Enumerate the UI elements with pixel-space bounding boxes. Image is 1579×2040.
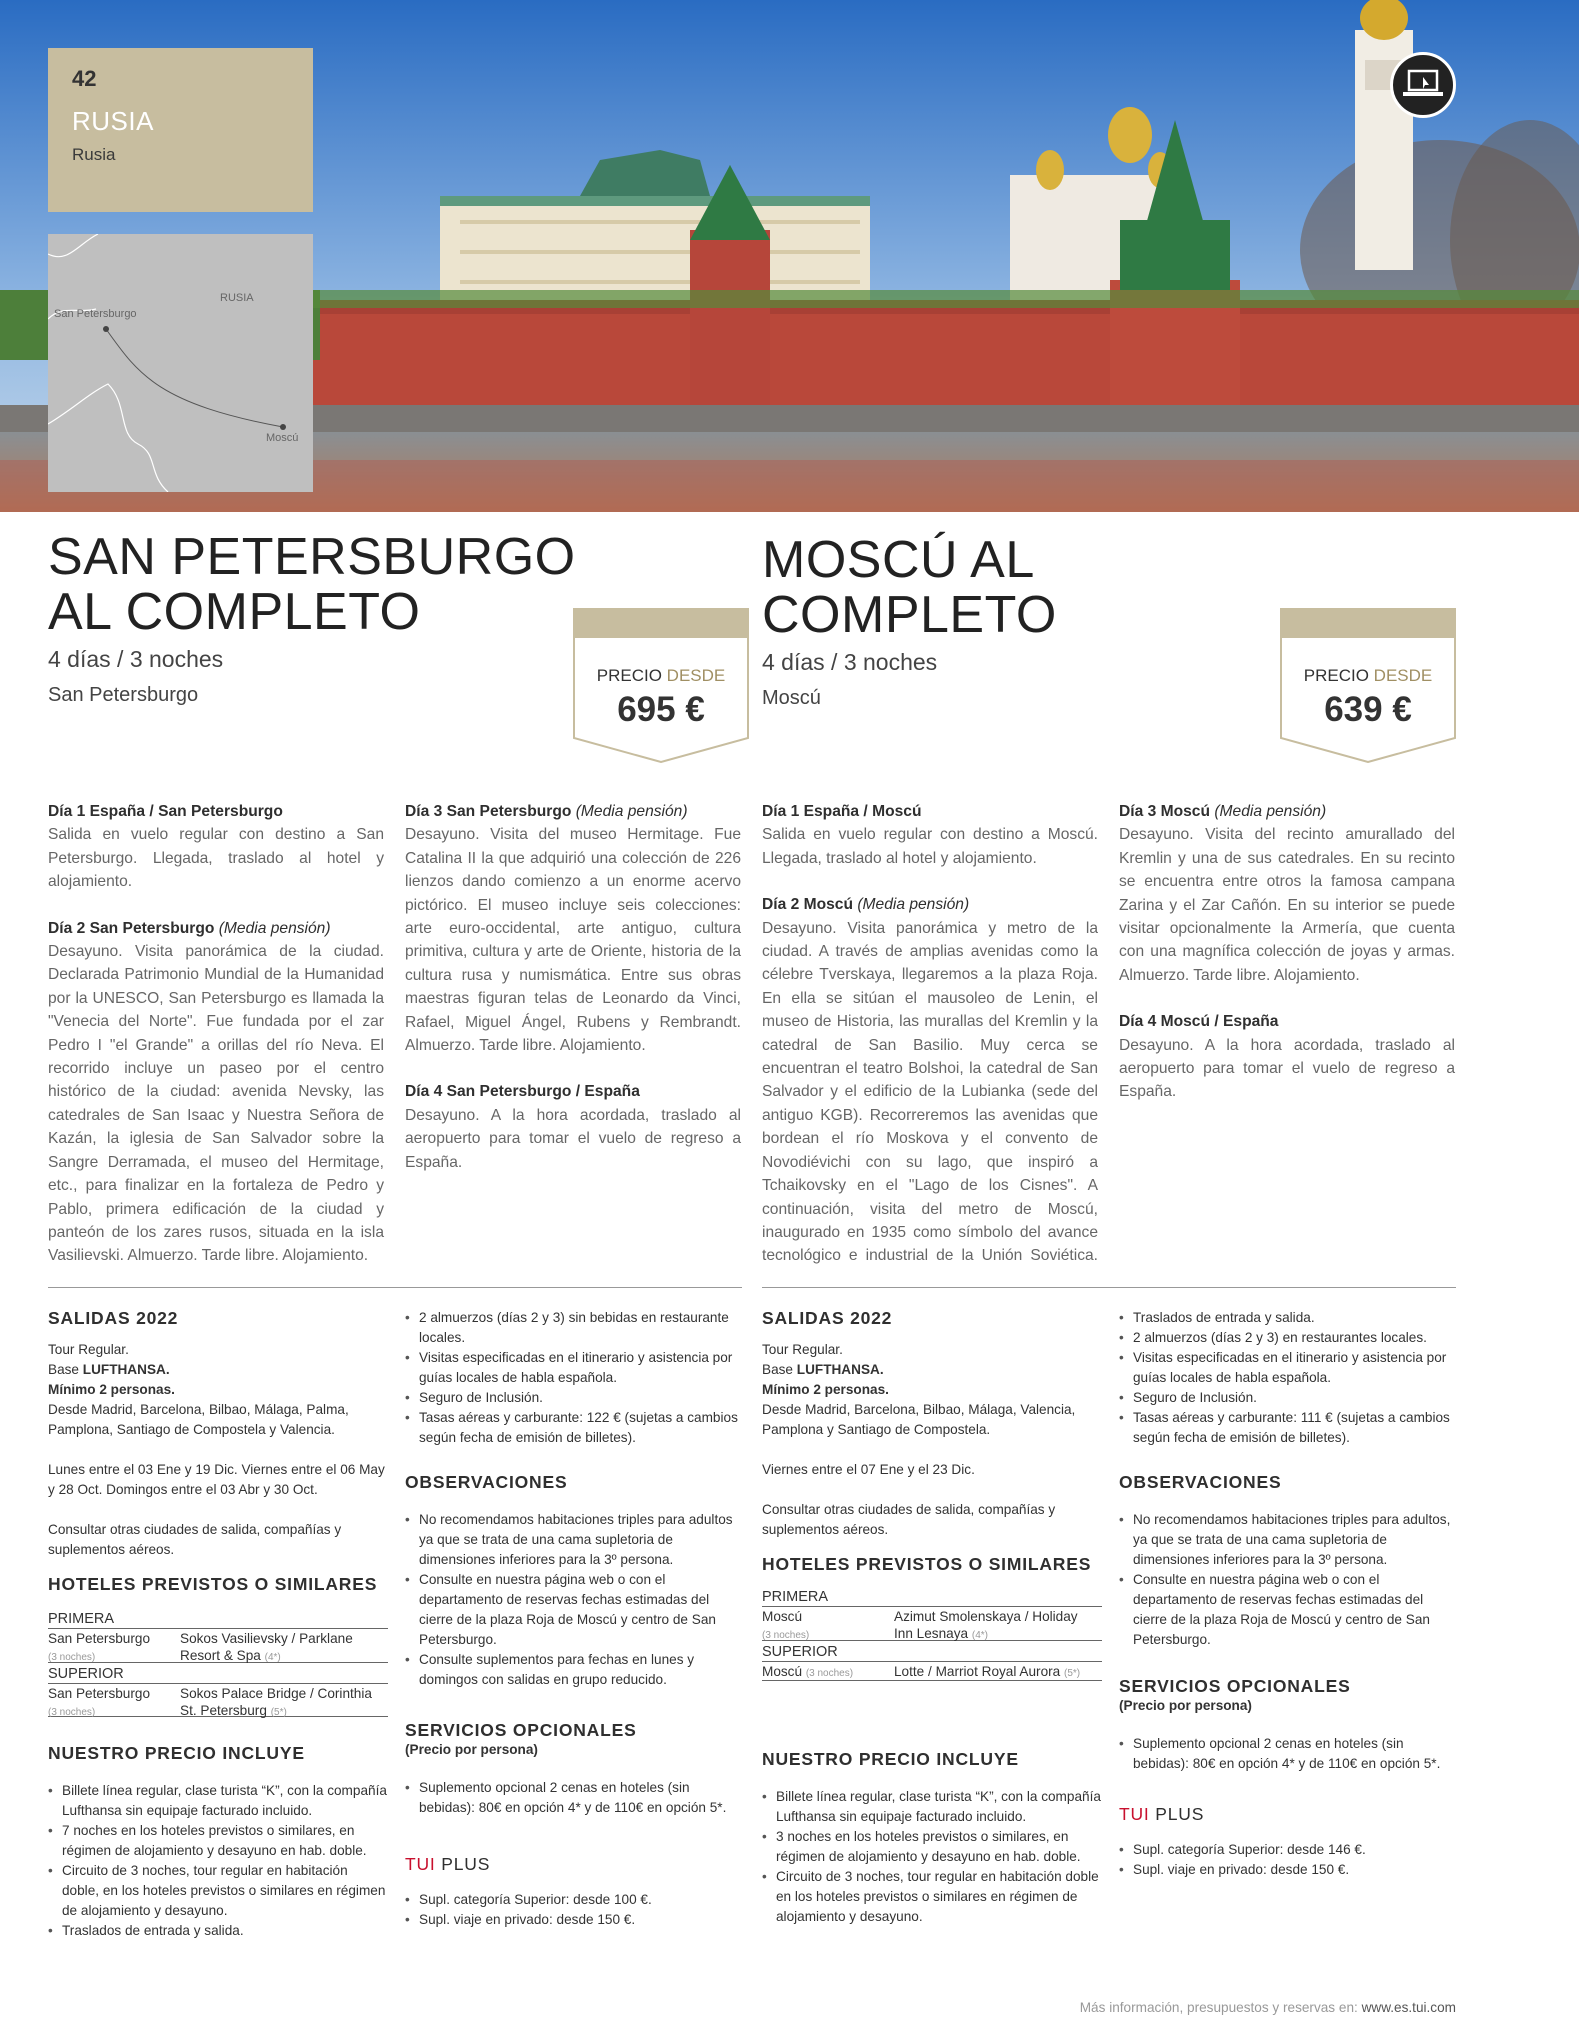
included-list [1119,1308,1459,1448]
list-item: • 7 noches en los hoteles previstos o similares, en régimen de alojamiento y desayuno en hab. doble. [48,1821,388,1861]
day-heading [1119,1013,1278,1030]
list-item: • Supl. viaje en privado: desde 150 €. [1119,1860,1459,1880]
list-item: • No recomendamos habitaciones triples para adultos, ya que se trata de una cama supletoria de dimensiones inferiores para la 3º persona. [1119,1510,1459,1570]
itinerary-day [762,893,1098,1270]
list-item: • Suplemento opcional 2 cenas en hoteles (sin bebidas): 80€ en opción 4* y de 110€ en opción 5*. [405,1778,745,1818]
laptop-icon-glyph [1393,55,1453,115]
hotel-nights: (3 noches) [48,1707,96,1718]
day-text: Desayuno. Visita del museo Hermitage. Fue Catalina II la que adquirió una colección de 226 lienzos dando comienzo a un enorme acervo pictórico. El museo incluye seis colecciones: arte euro-occidental, arte antiguo, cultura primitiva, cultura y arte de Oriente, historia de la cultura rusa y numismática. Entre sus obras maestras figuran telas de Leonardo da Vinci, Rafael, Miguel Ángel, Rubens y Rembrandt. Almuerzo. Tarde libre. Alojamiento. [405,826,741,1055]
day-number: Día 2 [48,919,86,937]
day-number: Día 3 [405,803,443,820]
list-item: • Billete línea regular, clase turista “K”, con la compañía Lufthansa sin equipaje facturado incluido. [762,1787,1102,1827]
day-heading [48,803,283,820]
list-item: • 2 almuerzos (días 2 y 3) en restaurantes locales. [1119,1328,1459,1348]
tui-plus-list [1119,1840,1459,1880]
tour-base-label: Base [762,1362,797,1377]
price-label-b: DESDE [1373,666,1433,685]
list-item: • Circuito de 3 noches, tour regular en habitación doble, en los hoteles previstos o similares en régimen de alojamiento y desayuno. [48,1861,388,1921]
price-badge [1280,608,1456,763]
tour-type: Tour Regular. [48,1342,129,1357]
list-item: • Suplemento opcional 2 cenas en hoteles (sin bebidas): 80€ en opción 4* y de 110€ en opción 5*. [1119,1734,1459,1774]
day-place: Moscú [1156,803,1215,820]
observations-list [405,1510,745,1690]
tour-title-line: AL COMPLETO [48,583,421,641]
itinerary-column [762,800,1098,1270]
price-label-b: DESDE [666,666,726,685]
section-heading: SALIDAS 2022 [48,1308,179,1328]
plus-label: PLUS [435,1854,491,1874]
tour-type: Tour Regular. [762,1342,843,1357]
section-heading: HOTELES PREVISTOS O SIMILARES [762,1554,1092,1574]
list-item: • Supl. categoría Superior: desde 146 €. [1119,1840,1459,1860]
tour-city: San Petersburgo [48,684,199,706]
section-heading: NUESTRO PRECIO INCLUYE [48,1743,305,1763]
tour-title [48,530,576,640]
day-heading [405,803,688,820]
list-item: • Billete línea regular, clase turista “K”, con la compañía Lufthansa sin equipaje facturado incluido. [48,1781,388,1821]
price-value: 695 € [617,690,705,729]
day-place: Moscú [799,896,858,914]
included-list [405,1308,745,1448]
itinerary-day [1119,1010,1455,1104]
day-number: Día 4 [405,1083,443,1101]
section-heading: NUESTRO PRECIO INCLUYE [762,1749,1019,1769]
tui-logo-text: TUI [1119,1804,1150,1824]
hotel-city-name: Moscú [762,1664,803,1679]
hotel-names [894,1608,1094,1644]
tour-title [762,533,1057,643]
section-divider [762,1287,1456,1288]
section-heading: OBSERVACIONES [1119,1472,1282,1492]
hotel-city [48,1685,178,1721]
list-item: • Consulte suplementos para fechas en lunes y domingos con salidas en grupo reducido. [405,1650,745,1690]
price-badge [573,608,749,763]
tour-departures: Desde Madrid, Barcelona, Bilbao, Málaga, Palma, Pamplona, Santiago de Compostela y Valencia. [48,1402,349,1437]
itinerary-day [1119,800,1455,987]
section-heading: SERVICIOS OPCIONALES [405,1720,637,1740]
tour-base-airline: LUFTHANSA. [82,1362,170,1377]
page-number: 42 [72,66,97,91]
hotel-city-name: San Petersburgo [48,1631,151,1646]
price-label-a: PRECIO [1303,666,1369,685]
info-column [405,1308,745,1930]
tour-title-line: MOSCÚ AL [762,531,1035,589]
day-place: San Petersburgo [85,919,219,937]
itinerary-day [405,1080,741,1174]
tour-departures: Desde Madrid, Barcelona, Bilbao, Málaga, Valencia, Pamplona y Santiago de Compostela. [762,1402,1076,1437]
day-heading [405,1083,640,1100]
itinerary-day [48,800,384,894]
footer-link[interactable]: www.es.tui.com [1361,2000,1456,2015]
map-drawing [48,234,313,492]
route-map [48,234,313,492]
hotel-name: Sokos Palace Bridge / Corinthia St. Petersburg [180,1686,372,1718]
day-place: Moscú / España [1156,1013,1279,1031]
hotel-name: Sokos Vasilievsky / Parklane Resort & Spa [180,1631,353,1663]
tour-dates: Lunes entre el 03 Ene y 19 Dic. Viernes entre el 06 May y 28 Oct. Domingos entre el 03 Abr y 30 Oct. [48,1462,385,1497]
day-text: Salida en vuelo regular con destino a San Petersburgo. Llegada, traslado al hotel y alojamiento. [48,826,384,891]
day-text: Desayuno. A la hora acordada, traslado al aeropuerto para tomar el vuelo de regreso a España. [1119,1036,1455,1101]
hotel-category: PRIMERA [48,1611,115,1627]
hotel-stars: (4*) [264,1652,281,1663]
tour-dates: Viernes entre el 07 Ene y el 23 Dic. [762,1462,975,1477]
tour-base [48,1360,388,1380]
hotel-stars: (4*) [971,1630,988,1641]
itinerary-day [48,917,384,1268]
price-label [1280,666,1456,686]
info-column [1119,1308,1459,1880]
country-title: RUSIA [72,106,154,136]
section-subheading: (Precio por persona) [1119,1698,1252,1713]
hotel-city [48,1630,178,1666]
hotel-stars: (5*) [270,1707,287,1718]
tour-minimum: Mínimo 2 personas. [48,1382,175,1397]
section-heading: OBSERVACIONES [405,1472,568,1492]
map-city-label: Moscú [266,432,299,444]
list-item: • 3 noches en los hoteles previstos o similares, en régimen de alojamiento y desayuno en hab. doble. [762,1827,1102,1867]
tour-duration: 4 días / 3 noches [762,649,938,675]
price-value: 639 € [1324,690,1412,729]
included-list [762,1787,1102,1927]
region-label: Rusia [72,145,116,164]
footer-text: Más información, presupuestos y reservas en: [1079,2000,1362,2015]
map-city-label: San Petersburgo [54,308,137,320]
hotel-category: SUPERIOR [48,1662,388,1683]
hotel-name: Azimut Smolenskaya / Holiday Inn Lesnaya [894,1609,1078,1641]
hotel-city-name: Moscú [762,1609,803,1624]
footer [1080,2000,1456,2015]
day-heading [1119,803,1326,820]
hotel-name: Lotte / Marriot Royal Aurora [894,1664,1061,1679]
list-item: • Traslados de entrada y salida. [48,1921,388,1941]
hotel-row [48,1683,388,1717]
day-number: Día 4 [1119,1013,1157,1031]
tui-plus-list [405,1890,745,1930]
day-heading [762,896,969,913]
day-number: Día 1 [48,803,86,820]
tour-title-line: COMPLETO [762,586,1057,644]
list-item: • Consulte en nuestra página web o con el departamento de reservas fechas estimadas del cierre de la plaza Roja de Moscú y centro de San Petersburgo. [1119,1570,1459,1650]
day-meal: (Media pensión) [1214,803,1327,820]
tour-minimum: Mínimo 2 personas. [762,1382,889,1397]
page-header-box [48,48,313,212]
hotel-city [762,1663,892,1682]
tour-duration: 4 días / 3 noches [48,646,224,672]
hotel-stars: (5*) [1064,1668,1081,1679]
tour-city: Moscú [762,687,821,709]
hotel-row [48,1628,388,1662]
itinerary-column [1119,800,1455,1127]
day-place: España / San Petersburgo [85,803,283,820]
section-heading: HOTELES PREVISTOS O SIMILARES [48,1574,378,1594]
hotel-city-name: San Petersburgo [48,1686,151,1701]
list-item: • Seguro de Inclusión. [1119,1388,1459,1408]
plus-label: PLUS [1149,1804,1205,1824]
day-number: Día 2 [762,896,800,914]
itinerary-column [405,800,741,1197]
tui-plus-heading [1119,1804,1459,1824]
hotel-row [762,1606,1102,1640]
price-label-a: PRECIO [596,666,662,685]
observations-list [1119,1510,1459,1650]
list-item: • Supl. viaje en privado: desde 150 €. [405,1910,745,1930]
day-text: Desayuno. A la hora acordada, traslado al aeropuerto para tomar el vuelo de regreso a España. [405,1106,741,1171]
price-label [573,666,749,686]
day-text: Desayuno. Visita del recinto amurallado del Kremlin y una de sus catedrales. En su recinto se encuentra entre otros la famosa campana Zarina y el Zar Cañón. En su interior se puede visitar opcionalmente la Armería, que cuenta con una magnífica colección de joyas y armas. Almuerzo. Tarde libre. Alojamiento. [1119,826,1455,984]
day-place: San Petersburgo / España [442,1083,640,1101]
list-item: • Traslados de entrada y salida. [1119,1308,1459,1328]
day-place: San Petersburgo [442,803,576,820]
map-country-label: RUSIA [220,292,254,304]
day-place: España / Moscú [799,803,922,820]
list-item: • Visitas especificadas en el itinerario y asistencia por guías locales de habla española. [405,1348,745,1388]
hotel-city [762,1608,892,1644]
laptop-icon[interactable] [1390,52,1456,118]
tour-note: Consultar otras ciudades de salida, compañías y suplementos aéreos. [48,1522,342,1557]
tour-base [762,1360,1102,1380]
tui-logo-text: TUI [405,1854,436,1874]
day-number: Día 1 [762,803,800,820]
tour-title-line: SAN PETERSBURGO [48,528,576,586]
hotel-nights: (3 noches) [48,1652,96,1663]
itinerary-day [405,800,741,1057]
day-number: Día 3 [1119,803,1157,820]
day-text: Desayuno. Visita panorámica de la ciudad. Declarada Patrimonio Mundial de la Humanidad por la UNESCO, San Petersburgo es llamada la "Venecia del Norte". Fue fundada por el zar Pedro I "el Grande" a orillas del río Neva. El recorrido incluye un paseo por el centro histórico de la ciudad: avenida Nevsky, las catedrales de San Isaac y Nuestra Señora de Kazán, la iglesia de San Salvador sobre la Sangre Derramada, el museo del Hermitage, etc., para finalizar en la fortaleza de Pedro y Pablo, primera edificación de la ciudad y panteón de los zares rusos, situada en la isla Vasilievski. Almuerzo. Tarde libre. Alojamiento. [48,943,384,1265]
optional-services-list [1119,1734,1459,1774]
list-item: • No recomendamos habitaciones triples para adultos ya que se trata de una cama supletoria de dimensiones inferiores para la 3º persona. [405,1510,745,1570]
info-column [48,1308,388,1941]
tour-base-airline: LUFTHANSA. [796,1362,884,1377]
list-item: • Visitas especificadas en el itinerario y asistencia por guías locales de habla española. [1119,1348,1459,1388]
day-text: Salida en vuelo regular con destino a Moscú. Llegada, traslado al hotel y alojamiento. [762,826,1098,867]
list-item: • 2 almuerzos (días 2 y 3) sin bebidas en restaurante locales. [405,1308,745,1348]
tui-plus-heading [405,1854,745,1874]
list-item: • Tasas aéreas y carburante: 122 € (sujetas a cambios según fecha de emisión de billetes). [405,1408,745,1448]
section-heading: SERVICIOS OPCIONALES [1119,1676,1351,1696]
hotel-names [180,1685,380,1721]
day-heading [48,920,331,937]
day-meal: (Media pensión) [218,919,331,937]
hotel-row [762,1661,1102,1681]
day-meal: (Media pensión) [575,803,688,820]
list-item: • Consulte en nuestra página web o con el departamento de reservas fechas estimadas del cierre de la plaza Roja de Moscú y centro de San Petersburgo. [405,1570,745,1650]
hotel-nights: (3 noches) [762,1630,810,1641]
section-subheading: (Precio por persona) [405,1742,538,1757]
day-heading [762,803,921,820]
hotel-category: SUPERIOR [762,1640,1102,1661]
hotel-names [180,1630,380,1666]
optional-services-list [405,1778,745,1818]
hotel-names [894,1663,1094,1682]
tour-note: Consultar otras ciudades de salida, compañías y suplementos aéreos. [762,1502,1056,1537]
day-text: Desayuno. Visita panorámica y metro de la ciudad. A través de amplias avenidas como la célebre Tverskaya, llegaremos a la plaza Roja. En ella se sitúan el mausoleo de Lenin, el museo de Historia, las murallas del Kremlin y la catedral de San Basilio. Muy cerca se encuentran el teatro Bolshoi, la catedral de San Salvador y el edificio de la Lubianka (sede del antiguo KGB). Recorreremos las avenidas que bordean el río Moskova y el convento de Novodiévichi con su lago, que inspiró a Tchaikovsky en el "Lago de los Cisnes". A continuación, visita del metro de Moscú, inaugurado en 1935 como símbolo del avance tecnológico e industrial de la Unión Soviética. [762,919,1098,1265]
hotel-nights: (3 noches) [805,1668,854,1679]
included-list [48,1781,388,1941]
hotel-category: PRIMERA [762,1589,829,1605]
itinerary-day [762,800,1098,870]
itinerary-column [48,800,384,1291]
list-item: • Tasas aéreas y carburante: 111 € (sujetas a cambios según fecha de emisión de billetes). [1119,1408,1459,1448]
section-heading: SALIDAS 2022 [762,1308,893,1328]
day-meal: (Media pensión) [857,896,970,914]
list-item: • Seguro de Inclusión. [405,1388,745,1408]
list-item: • Circuito de 3 noches, tour regular en habitación doble en los hoteles previstos o similares en régimen de alojamiento y desayuno. [762,1867,1102,1927]
section-divider [48,1287,742,1288]
info-column [762,1308,1102,1927]
tour-base-label: Base [48,1362,83,1377]
list-item: • Supl. categoría Superior: desde 100 €. [405,1890,745,1910]
